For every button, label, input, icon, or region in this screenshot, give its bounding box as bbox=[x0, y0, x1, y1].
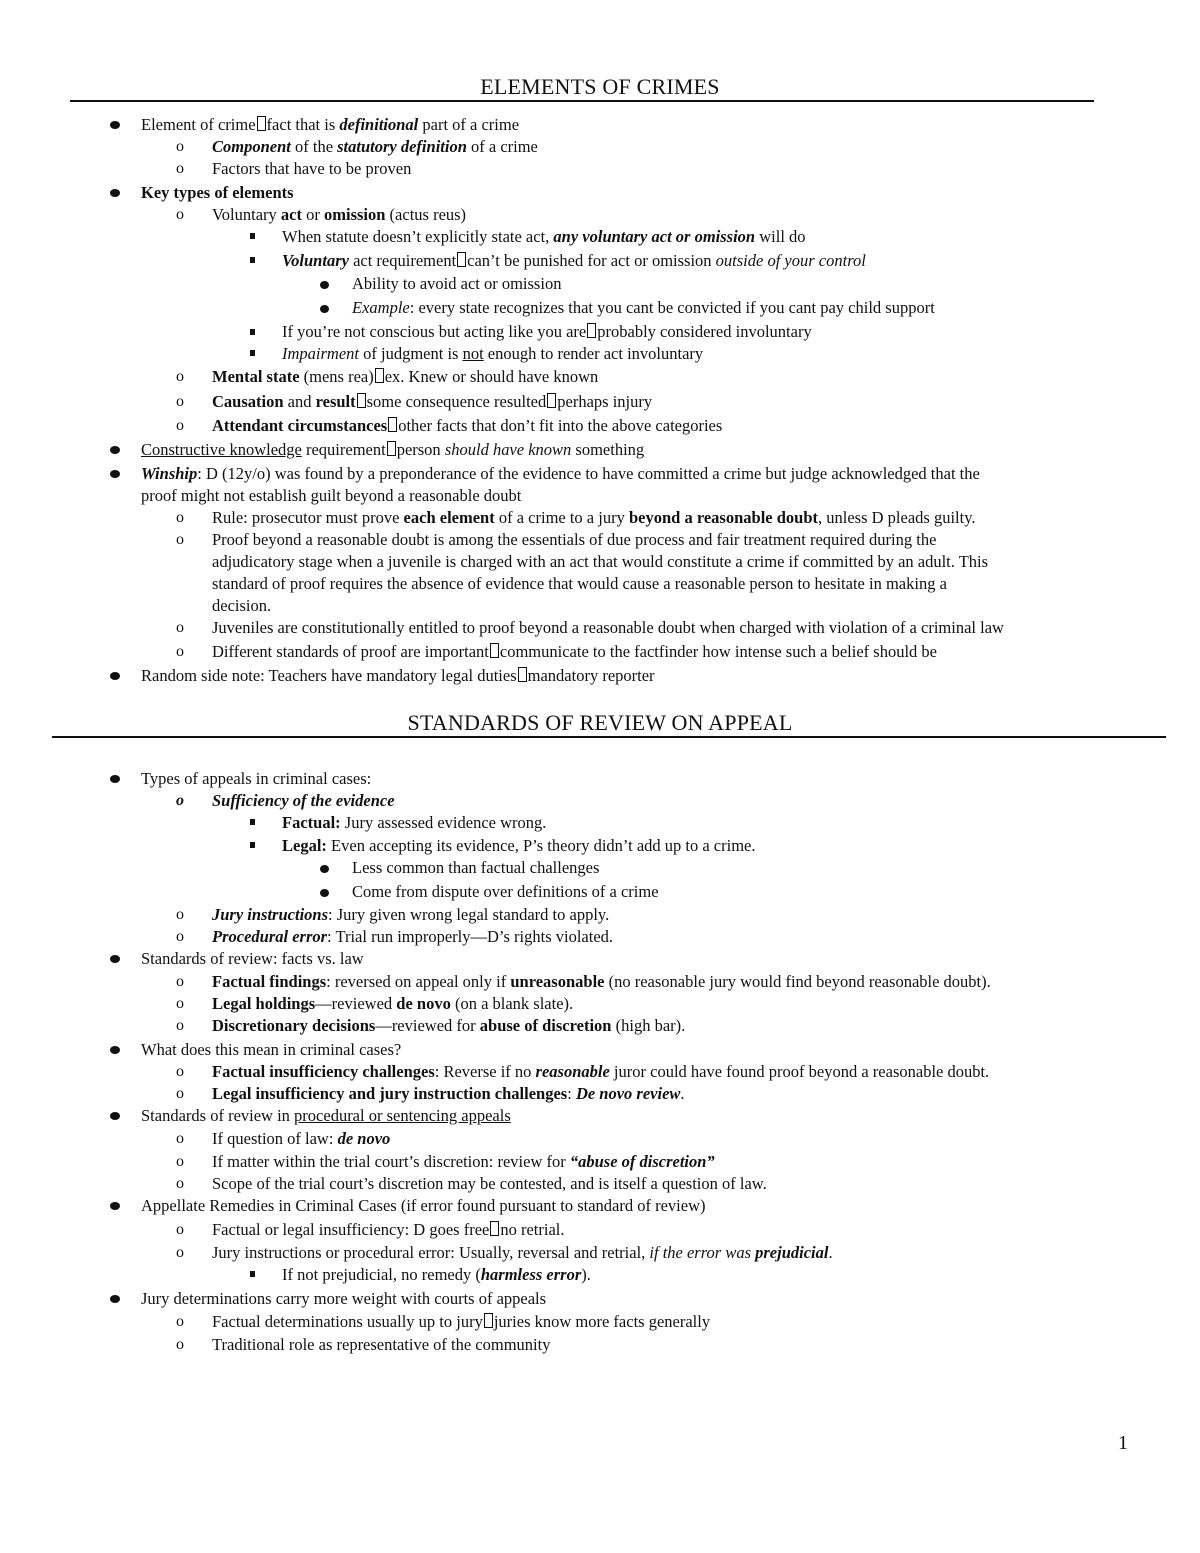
circle-bullet-icon: o bbox=[176, 417, 184, 434]
circle-bullet-icon: o bbox=[176, 928, 184, 945]
square-bullet-icon bbox=[250, 257, 255, 263]
list-item: Factual findings: reversed on appeal only if unreasonable (no reasonable jury would find beyond reasonable doubt). bbox=[212, 972, 991, 991]
list-item: Standards of review: facts vs. law bbox=[141, 949, 364, 968]
page-number: 1 bbox=[1118, 1432, 1128, 1454]
circle-bullet-icon: o bbox=[176, 1063, 184, 1080]
missing-glyph-icon bbox=[518, 667, 527, 682]
list-item: Voluntary act requirement can’t be punished for act or omission outside of your control bbox=[282, 251, 866, 270]
list-item: Jury determinations carry more weight with courts of appeals bbox=[141, 1289, 547, 1308]
list-item: Element of crime fact that is definitional part of a crime bbox=[141, 115, 520, 134]
missing-glyph-icon bbox=[375, 368, 384, 383]
missing-glyph-icon bbox=[388, 417, 397, 432]
circle-bullet-icon: o bbox=[176, 509, 184, 526]
circle-bullet-icon: o bbox=[176, 1175, 184, 1192]
circle-bullet-icon: o bbox=[176, 1085, 184, 1102]
title-rule bbox=[52, 736, 1166, 738]
circle-bullet-icon: o bbox=[176, 973, 184, 990]
bullet-icon bbox=[110, 775, 120, 783]
list-item: Winship: D (12y/o) was found by a preponderance of the evidence to have committed a crime but judge acknowledged that the bbox=[141, 464, 980, 483]
list-item: If question of law: de novo bbox=[212, 1129, 391, 1148]
circle-bullet-icon: o bbox=[176, 138, 184, 155]
circle-bullet-icon: o bbox=[176, 792, 184, 809]
bullet-icon bbox=[320, 865, 329, 873]
list-item: Factual insufficiency challenges: Reverse if no reasonable juror could have found proof beyond a reasonable doubt. bbox=[212, 1062, 990, 1081]
list-item: Traditional role as representative of the community bbox=[212, 1335, 551, 1354]
circle-bullet-icon: o bbox=[176, 393, 184, 410]
list-item: Key types of elements bbox=[141, 183, 294, 202]
list-item: Factual determinations usually up to jury juries know more facts generally bbox=[212, 1312, 711, 1331]
bullet-icon bbox=[110, 1295, 120, 1303]
circle-bullet-icon: o bbox=[176, 160, 184, 177]
circle-bullet-icon: o bbox=[176, 643, 184, 660]
section-title-standards-of-review: STANDARDS OF REVIEW ON APPEAL bbox=[407, 710, 793, 735]
list-item: Legal: Even accepting its evidence, P’s theory didn’t add up to a crime. bbox=[282, 836, 756, 855]
bullet-icon bbox=[110, 1046, 120, 1054]
bullet-icon bbox=[110, 446, 120, 454]
list-item: If not prejudicial, no remedy (harmless error). bbox=[282, 1265, 591, 1284]
list-item: Different standards of proof are important communicate to the factfinder how intense such a belief should be bbox=[212, 642, 937, 661]
missing-glyph-icon bbox=[387, 441, 396, 456]
square-bullet-icon bbox=[250, 350, 255, 356]
missing-glyph-icon bbox=[547, 393, 556, 408]
list-item: Attendant circumstances other facts that don’t fit into the above categories bbox=[212, 416, 723, 435]
missing-glyph-icon bbox=[490, 1221, 499, 1236]
circle-bullet-icon: o bbox=[176, 1336, 184, 1353]
list-item: Juveniles are constitutionally entitled to proof beyond a reasonable doubt when charged with violation of a criminal law bbox=[212, 618, 1004, 637]
bullet-icon bbox=[110, 955, 120, 963]
list-item: Jury instructions: Jury given wrong legal standard to apply. bbox=[212, 905, 610, 924]
list-item: Constructive knowledge requirement person should have known something bbox=[141, 440, 645, 459]
list-item: Factual: Jury assessed evidence wrong. bbox=[282, 813, 547, 832]
list-item: When statute doesn’t explicitly state act, any voluntary act or omission will do bbox=[282, 227, 806, 246]
square-bullet-icon bbox=[250, 329, 255, 335]
circle-bullet-icon: o bbox=[176, 1153, 184, 1170]
bullet-icon bbox=[110, 470, 120, 478]
bullet-icon bbox=[110, 1112, 120, 1120]
circle-bullet-icon: o bbox=[176, 531, 184, 548]
circle-bullet-icon: o bbox=[176, 1017, 184, 1034]
circle-bullet-icon: o bbox=[176, 368, 184, 385]
bullet-icon bbox=[110, 1202, 120, 1210]
square-bullet-icon bbox=[250, 819, 255, 825]
list-item: Factors that have to be proven bbox=[212, 159, 412, 178]
missing-glyph-icon bbox=[484, 1313, 493, 1328]
list-item: Procedural error: Trial run improperly—D’s rights violated. bbox=[212, 927, 614, 946]
square-bullet-icon bbox=[250, 842, 255, 848]
list-item: Appellate Remedies in Criminal Cases (if error found pursuant to standard of review) bbox=[141, 1196, 706, 1215]
list-item: Legal insufficiency and jury instruction challenges: De novo review. bbox=[212, 1084, 685, 1103]
list-item: Jury instructions or procedural error: Usually, reversal and retrial, if the error was prejudicial. bbox=[212, 1243, 833, 1262]
list-item: Come from dispute over definitions of a crime bbox=[352, 882, 659, 901]
list-item: Less common than factual challenges bbox=[352, 858, 600, 877]
list-item-continuation: adjudicatory stage when a juvenile is charged with an act that would constitute a crime if committed by an adult. This bbox=[212, 552, 989, 571]
circle-bullet-icon: o bbox=[176, 206, 184, 223]
circle-bullet-icon: o bbox=[176, 906, 184, 923]
section-title-elements-of-crimes: ELEMENTS OF CRIMES bbox=[480, 74, 720, 99]
list-item: What does this mean in criminal cases? bbox=[141, 1040, 402, 1059]
bullet-icon bbox=[320, 889, 329, 897]
circle-bullet-icon: o bbox=[176, 1244, 184, 1261]
list-item: Mental state (mens rea) ex. Knew or should have known bbox=[212, 367, 599, 386]
circle-bullet-icon: o bbox=[176, 1221, 184, 1238]
missing-glyph-icon bbox=[457, 252, 466, 267]
list-item: Proof beyond a reasonable doubt is among the essentials of due process and fair treatment required during the bbox=[212, 530, 937, 549]
bullet-icon bbox=[110, 672, 120, 680]
bullet-icon bbox=[110, 121, 120, 129]
bullet-icon bbox=[110, 189, 120, 197]
list-item: Random side note: Teachers have mandatory legal duties mandatory reporter bbox=[141, 666, 655, 685]
bullet-icon bbox=[320, 305, 329, 313]
list-item: Example: every state recognizes that you cant be convicted if you cant pay child support bbox=[352, 298, 935, 317]
circle-bullet-icon: o bbox=[176, 995, 184, 1012]
list-item-continuation: proof might not establish guilt beyond a reasonable doubt bbox=[141, 486, 522, 505]
list-item: Types of appeals in criminal cases: bbox=[141, 769, 372, 788]
missing-glyph-icon bbox=[357, 393, 366, 408]
list-item: Legal holdings—reviewed de novo (on a blank slate). bbox=[212, 994, 574, 1013]
square-bullet-icon bbox=[250, 233, 255, 239]
list-item: Standards of review in procedural or sentencing appeals bbox=[141, 1106, 511, 1125]
missing-glyph-icon bbox=[257, 116, 266, 131]
list-item: If you’re not conscious but acting like you are probably considered involuntary bbox=[282, 322, 812, 341]
list-item: Causation and result some consequence resulted perhaps injury bbox=[212, 392, 653, 411]
list-item: If matter within the trial court’s discretion: review for “abuse of discretion” bbox=[212, 1152, 715, 1171]
list-item: Impairment of judgment is not enough to render act involuntary bbox=[282, 344, 704, 363]
title-rule bbox=[70, 100, 1094, 102]
square-bullet-icon bbox=[250, 1271, 255, 1277]
circle-bullet-icon: o bbox=[176, 1313, 184, 1330]
circle-bullet-icon: o bbox=[176, 619, 184, 636]
list-item-continuation: decision. bbox=[212, 596, 272, 615]
missing-glyph-icon bbox=[587, 323, 596, 338]
list-item: Component of the statutory definition of a crime bbox=[212, 137, 538, 156]
list-item-continuation: standard of proof requires the absence of evidence that would cause a reasonable person to hesitate in making a bbox=[212, 574, 947, 593]
bullet-icon bbox=[320, 281, 329, 289]
list-item: Ability to avoid act or omission bbox=[352, 274, 562, 293]
missing-glyph-icon bbox=[490, 643, 499, 658]
list-item: Voluntary act or omission (actus reus) bbox=[212, 205, 467, 224]
circle-bullet-icon: o bbox=[176, 1130, 184, 1147]
list-item: Discretionary decisions—reviewed for abuse of discretion (high bar). bbox=[212, 1016, 686, 1035]
list-item: Factual or legal insufficiency: D goes free no retrial. bbox=[212, 1220, 565, 1239]
list-item: Scope of the trial court’s discretion may be contested, and is itself a question of law. bbox=[212, 1174, 767, 1193]
list-item: Rule: prosecutor must prove each element of a crime to a jury beyond a reasonable doubt, unless D pleads guilty. bbox=[212, 508, 976, 527]
list-item: Sufficiency of the evidence bbox=[212, 791, 395, 810]
